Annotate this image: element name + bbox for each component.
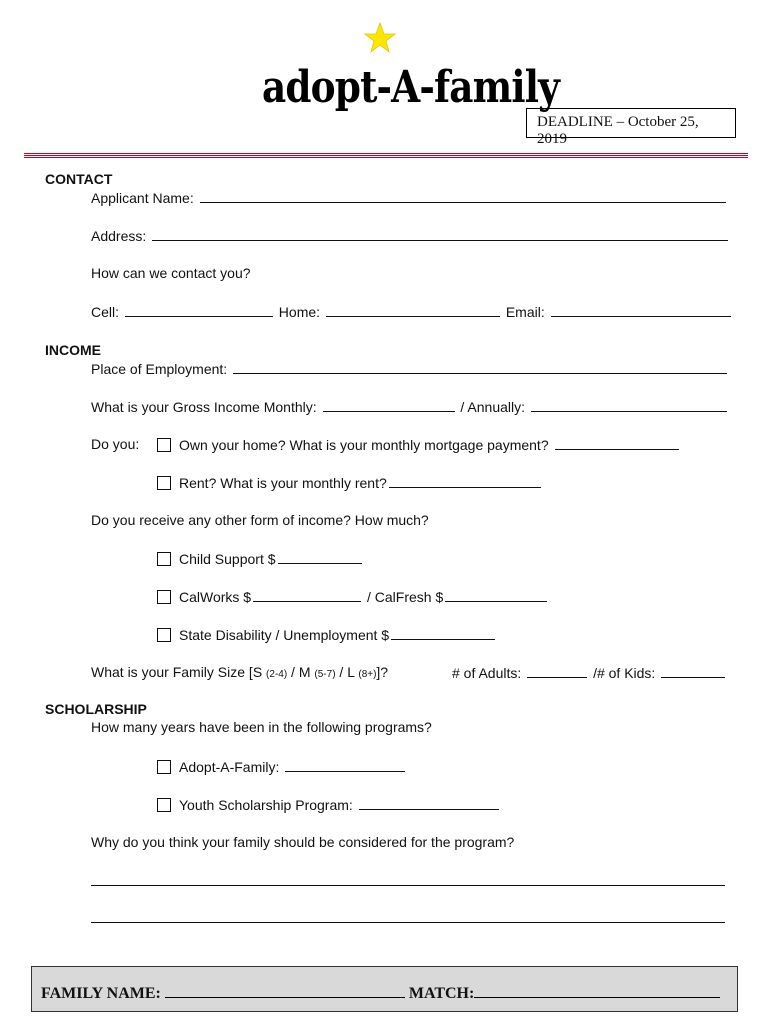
why-answer-line-1[interactable] bbox=[91, 885, 725, 886]
adopt-a-family-field[interactable] bbox=[285, 757, 405, 772]
logo-text: adopt-A-family bbox=[262, 62, 559, 113]
annually-field[interactable] bbox=[531, 397, 727, 412]
family-size-label: What is your Family Size [S bbox=[91, 664, 267, 680]
kids-label: /# of Kids: bbox=[593, 665, 656, 681]
mortgage-field[interactable] bbox=[555, 435, 679, 450]
youth-program-field[interactable] bbox=[359, 795, 499, 810]
calworks-label: CalWorks $ bbox=[179, 589, 252, 605]
contact-methods-row bbox=[91, 302, 733, 321]
calfresh-field[interactable] bbox=[445, 587, 547, 602]
rent-field[interactable] bbox=[389, 473, 541, 488]
years-question: How many years have been in the following programs? bbox=[91, 719, 432, 735]
scholarship-heading: SCHOLARSHIP bbox=[45, 701, 147, 717]
calworks-field[interactable] bbox=[253, 587, 361, 602]
applicant-name-label: Applicant Name: bbox=[91, 190, 194, 206]
youth-program-row bbox=[157, 795, 501, 814]
other-income-label: Do you receive any other form of income? How much? bbox=[91, 512, 429, 528]
family-size-suffix: ]? bbox=[376, 664, 389, 680]
youth-program-checkbox[interactable] bbox=[157, 798, 171, 812]
deadline-box: DEADLINE – October 25, 2019 bbox=[526, 108, 736, 138]
own-home-label: Own your home? What is your monthly mortgage payment? bbox=[179, 437, 549, 453]
size-medium-range: (5-7) bbox=[314, 669, 336, 680]
family-size-row bbox=[91, 663, 388, 684]
header-divider bbox=[24, 153, 748, 159]
calworks-row bbox=[157, 587, 549, 606]
kids-field[interactable] bbox=[661, 663, 725, 678]
adopt-a-family-label: Adopt-A-Family: bbox=[179, 759, 280, 775]
do-you-label: Do you: bbox=[91, 436, 140, 452]
applicant-name-row bbox=[91, 188, 728, 207]
disability-field[interactable] bbox=[391, 625, 495, 640]
child-support-field[interactable] bbox=[278, 549, 362, 564]
adopt-a-family-checkbox[interactable] bbox=[157, 760, 171, 774]
own-home-checkbox[interactable] bbox=[157, 438, 171, 452]
adults-label: # of Adults: bbox=[452, 665, 522, 681]
family-name-row bbox=[41, 981, 720, 1003]
own-home-row bbox=[157, 435, 681, 454]
disability-row bbox=[157, 625, 497, 644]
match-field[interactable] bbox=[474, 981, 720, 998]
contact-heading: CONTACT bbox=[45, 171, 113, 187]
calfresh-label: / CalFresh $ bbox=[366, 589, 444, 605]
gross-income-row bbox=[91, 397, 729, 416]
star-icon bbox=[364, 22, 396, 54]
household-count-row bbox=[452, 663, 727, 682]
why-question: Why do you think your family should be considered for the program? bbox=[91, 834, 515, 850]
email-field[interactable] bbox=[551, 302, 731, 317]
gross-monthly-field[interactable] bbox=[323, 397, 455, 412]
employment-row bbox=[91, 359, 729, 378]
home-field[interactable] bbox=[326, 302, 500, 317]
employment-label: Place of Employment: bbox=[91, 361, 228, 377]
home-label: Home: bbox=[278, 304, 321, 320]
family-name-field[interactable] bbox=[165, 981, 405, 998]
size-m-label: / M bbox=[287, 664, 315, 680]
income-heading: INCOME bbox=[45, 342, 101, 358]
child-support-row bbox=[157, 549, 364, 568]
gross-monthly-label: What is your Gross Income Monthly: bbox=[91, 399, 317, 415]
calworks-checkbox[interactable] bbox=[157, 590, 171, 604]
match-label: MATCH: bbox=[408, 985, 475, 1002]
rent-label: Rent? What is your monthly rent? bbox=[179, 475, 387, 491]
child-support-checkbox[interactable] bbox=[157, 552, 171, 566]
cell-label: Cell: bbox=[91, 304, 120, 320]
size-l-label: / L bbox=[335, 664, 359, 680]
cell-field[interactable] bbox=[125, 302, 273, 317]
rent-checkbox[interactable] bbox=[157, 476, 171, 490]
size-large-range: (8+) bbox=[358, 669, 377, 680]
email-label: Email: bbox=[505, 304, 545, 320]
size-small-range: (2-4) bbox=[266, 669, 288, 680]
disability-label: State Disability / Unemployment $ bbox=[179, 627, 390, 643]
applicant-name-field[interactable] bbox=[200, 188, 726, 203]
disability-checkbox[interactable] bbox=[157, 628, 171, 642]
address-label: Address: bbox=[91, 228, 147, 244]
adopt-a-family-row bbox=[157, 757, 407, 776]
family-name-label: FAMILY NAME: bbox=[41, 985, 161, 1002]
address-row bbox=[91, 226, 730, 245]
youth-program-label: Youth Scholarship Program: bbox=[179, 797, 353, 813]
how-contact-label: How can we contact you? bbox=[91, 265, 251, 281]
adults-field[interactable] bbox=[527, 663, 587, 678]
address-field[interactable] bbox=[152, 226, 728, 241]
rent-row bbox=[157, 473, 543, 492]
child-support-label: Child Support $ bbox=[179, 551, 276, 567]
office-use-box bbox=[31, 966, 738, 1012]
why-answer-line-2[interactable] bbox=[91, 922, 725, 923]
employment-field[interactable] bbox=[233, 359, 727, 374]
annually-label: / Annually: bbox=[460, 399, 526, 415]
